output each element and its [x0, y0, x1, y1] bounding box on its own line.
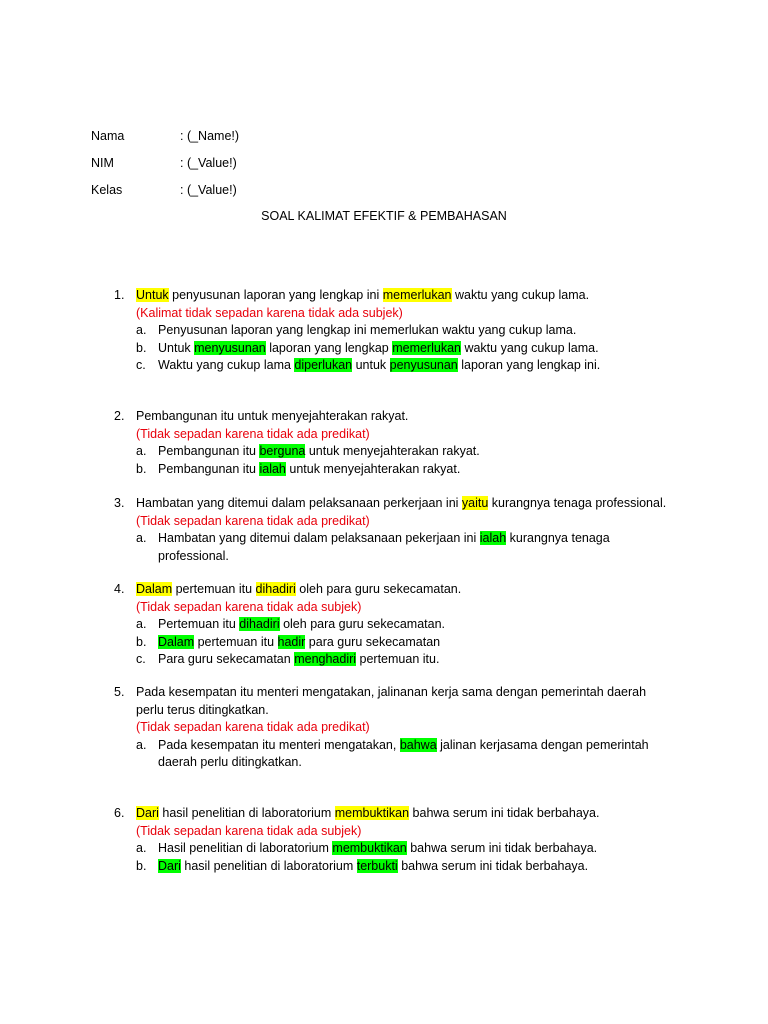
question-line: [114, 805, 694, 823]
info-label: NIM: [91, 156, 114, 170]
option-letter: b.: [136, 340, 147, 355]
question-3: [114, 495, 694, 565]
option-letter: a.: [136, 531, 147, 545]
option-text: Pembangunan itu ialah untuk menyejahterakan rakyat.: [158, 461, 461, 476]
option-letter: b.: [136, 858, 147, 873]
info-label: Kelas: [91, 183, 123, 197]
option-a: [114, 443, 694, 461]
option-text: Para guru sekecamatan menghadiri pertemuan itu.: [158, 652, 440, 666]
option-text: Pembangunan itu berguna untuk menyejahterakan rakyat.: [158, 444, 480, 458]
question-5: [114, 684, 694, 772]
question-text: Dari hasil penelitian di laboratorium membuktikan bahwa serum ini tidak berbahaya.: [136, 806, 600, 820]
question-1: [114, 287, 694, 375]
option-text: Waktu yang cukup lama diperlukan untuk penyusunan laporan yang lengkap ini.: [158, 358, 601, 372]
page-title: SOAL KALIMAT EFEKTIF & PEMBAHASAN: [261, 209, 507, 223]
option-text: Pertemuan itu dihadiri oleh para guru sekecamatan.: [158, 617, 445, 631]
option-c: [114, 651, 694, 669]
question-2: [114, 408, 694, 478]
option-b: [114, 461, 694, 479]
question-text: Hambatan yang ditemui dalam pelaksanaan perkerjaan ini yaitu kurangnya tenaga professional.: [136, 496, 667, 510]
option-continuation: professional.: [158, 548, 229, 563]
option-text: Dari hasil penelitian di laboratorium terbukti bahwa serum ini tidak berbahaya.: [158, 858, 589, 873]
question-note: (Tidak sepadan karena tidak ada predikat): [136, 426, 370, 441]
question-text: Pada kesempatan itu menteri mengatakan, jalinanan kerja sama dengan pemerintah daerah: [136, 685, 647, 699]
option-a: [114, 530, 694, 548]
question-text: Untuk penyusunan laporan yang lengkap ini memerlukan waktu yang cukup lama.: [136, 288, 590, 302]
option-a: [114, 737, 694, 755]
question-number: 4.: [114, 582, 125, 596]
option-text: Penyusunan laporan yang lengkap ini memerlukan waktu yang cukup lama.: [158, 323, 577, 337]
option-text: Dalam pertemuan itu hadir para guru sekecamatan: [158, 634, 441, 649]
question-note: (Kalimat tidak sepadan karena tidak ada subjek): [136, 305, 403, 320]
option-letter: c.: [136, 358, 146, 372]
question-6: [114, 805, 694, 875]
question-4: [114, 581, 694, 669]
option-letter: c.: [136, 652, 146, 666]
option-text: Untuk menyusunan laporan yang lengkap memerlukan waktu yang cukup lama.: [158, 340, 599, 355]
option-text: Hambatan yang ditemui dalam pelaksanaan pekerjaan ini ialah kurangnya tenaga: [158, 531, 610, 545]
option-b: [114, 634, 694, 652]
question-text: Pembangunan itu untuk menyejahterakan rakyat.: [136, 409, 409, 423]
option-text: Pada kesempatan itu menteri mengatakan, bahwa jalinan kerjasama dengan pemerintah: [158, 737, 649, 752]
question-number: 5.: [114, 685, 125, 699]
question-note: (Tidak sepadan karena tidak ada subjek): [136, 599, 362, 614]
question-note: (Tidak sepadan karena tidak ada predikat): [136, 513, 370, 528]
option-letter: b.: [136, 634, 147, 649]
option-letter: a.: [136, 444, 147, 458]
option-a: [114, 616, 694, 634]
question-line: [114, 581, 694, 599]
option-letter: a.: [136, 617, 147, 631]
question-line: [114, 684, 694, 702]
info-label: Nama: [91, 129, 125, 143]
option-letter: a.: [136, 323, 147, 337]
question-line: [114, 495, 694, 513]
info-value: : (_Name!): [180, 129, 240, 143]
option-b: [114, 858, 694, 876]
info-value: : (_Value!): [180, 156, 237, 170]
question-number: 2.: [114, 409, 125, 423]
option-letter: a.: [136, 841, 147, 855]
option-text: Hasil penelitian di laboratorium membuktikan bahwa serum ini tidak berbahaya.: [158, 841, 598, 855]
question-text: Dalam pertemuan itu dihadiri oleh para guru sekecamatan.: [136, 582, 462, 596]
option-a: [114, 840, 694, 858]
question-number: 1.: [114, 288, 125, 302]
option-a: [114, 322, 694, 340]
question-note: (Tidak sepadan karena tidak ada predikat): [136, 720, 370, 734]
question-number: 3.: [114, 496, 125, 510]
option-letter: b.: [136, 461, 147, 476]
info-value: : (_Value!): [180, 183, 237, 197]
question-number: 6.: [114, 806, 125, 820]
question-continuation: perlu terus ditingkatkan.: [136, 702, 269, 717]
option-c: [114, 357, 694, 375]
option-continuation: daerah perlu ditingkatkan.: [158, 755, 302, 769]
option-letter: a.: [136, 737, 147, 752]
question-note: (Tidak sepadan karena tidak ada subjek): [136, 823, 362, 838]
option-b: [114, 340, 694, 358]
question-line: [114, 287, 694, 305]
question-line: [114, 408, 694, 426]
